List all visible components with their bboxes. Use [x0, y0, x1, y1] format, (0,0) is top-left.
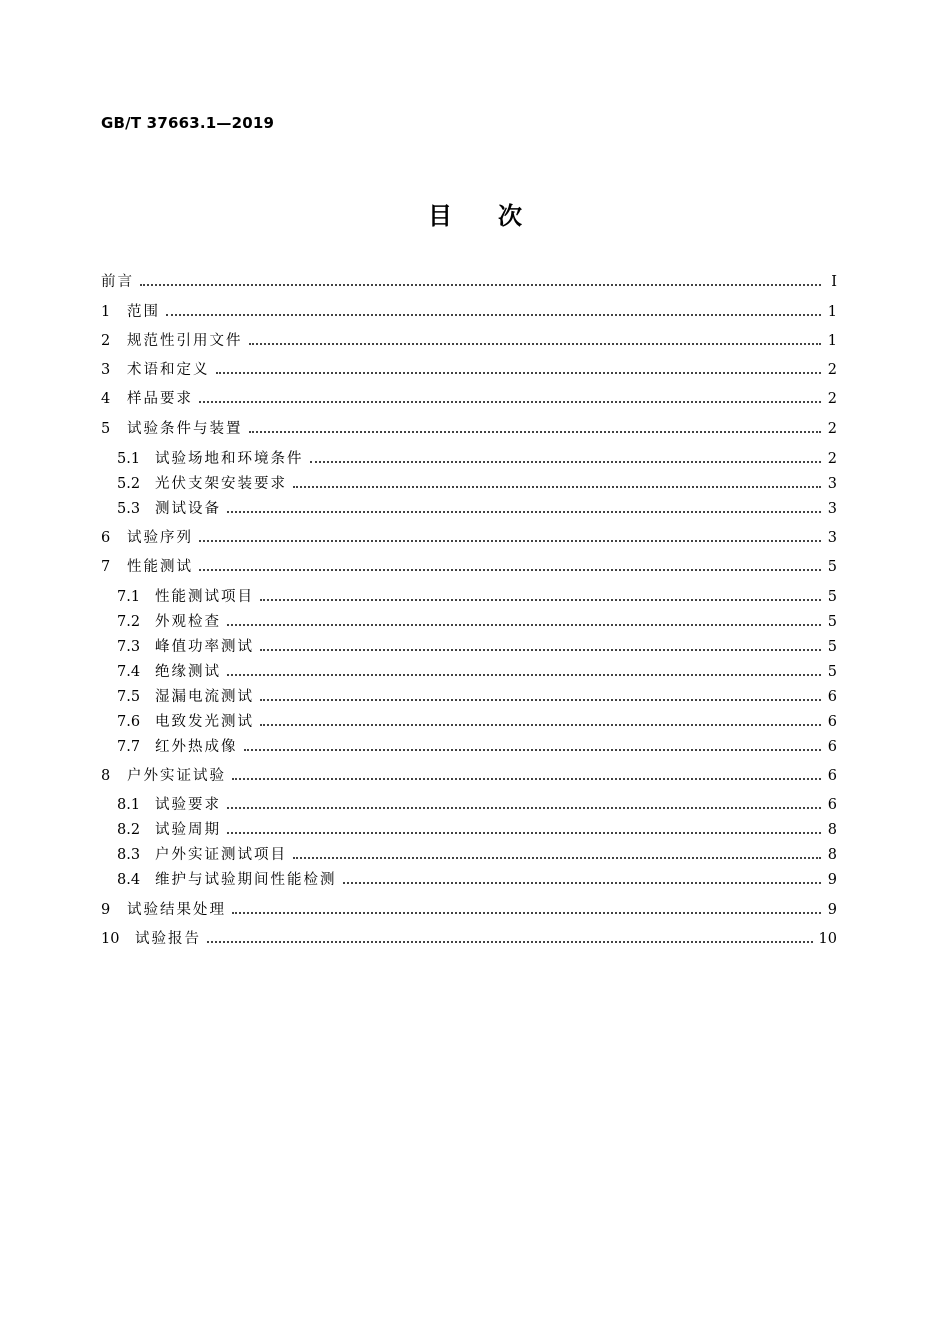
toc-entry-number: 2: [101, 333, 111, 349]
toc-entry[interactable]: [117, 610, 837, 634]
toc-entry-title: 绝缘测试: [155, 664, 221, 680]
toc-entry-title: 峰值功率测试: [155, 639, 254, 655]
toc-entry[interactable]: [101, 387, 837, 411]
toc-entry-number: 10: [101, 931, 120, 947]
toc-entry-title: 试验报告: [135, 931, 201, 947]
toc-dot-leader: [249, 417, 822, 433]
toc-entry-number: 9: [101, 902, 111, 918]
toc-entry-page: 6: [827, 768, 837, 784]
toc-entry[interactable]: [117, 735, 837, 759]
toc-entry[interactable]: [101, 764, 837, 788]
toc-entry-page: 1: [827, 304, 837, 320]
toc-entry-title: 维护与试验期间性能检测: [155, 872, 337, 888]
toc-entry-page: 9: [827, 872, 837, 888]
toc-entry-page: 8: [827, 847, 837, 863]
toc-dot-leader: [216, 358, 822, 374]
toc-entry-number: 1: [101, 304, 111, 320]
toc-entry-title: 试验周期: [155, 822, 221, 838]
toc-entry-page: 3: [827, 501, 837, 517]
toc-dot-leader: [260, 635, 821, 651]
toc-entry-number: 7.2: [117, 614, 141, 630]
toc-dot-leader: [260, 710, 821, 726]
toc-entry-number: 5: [101, 421, 111, 437]
toc-entry[interactable]: [117, 843, 837, 867]
toc-entry-title: 试验条件与装置: [127, 421, 243, 437]
toc-entry-number: 5.3: [117, 501, 141, 517]
toc-dot-leader: [166, 300, 821, 316]
toc-entry-title: 术语和定义: [127, 362, 210, 378]
toc-entry[interactable]: [117, 793, 837, 817]
toc-entry-title: 性能测试: [127, 559, 193, 575]
toc-entry-title: 红外热成像: [155, 739, 238, 755]
toc-entry-title: 户外实证试验: [127, 768, 226, 784]
toc-entry-page: 3: [827, 530, 837, 546]
toc-entry[interactable]: [101, 526, 837, 550]
toc-entry[interactable]: [117, 447, 837, 471]
toc-entry[interactable]: [117, 868, 837, 892]
toc-entry[interactable]: [101, 898, 837, 922]
toc-entry[interactable]: [101, 927, 837, 951]
toc-dot-leader: [244, 735, 822, 751]
toc-dot-leader: [249, 329, 822, 345]
toc-dot-leader: [199, 555, 821, 571]
toc-entry-title: 性能测试项目: [155, 589, 254, 605]
toc-entry-page: 2: [827, 391, 837, 407]
toc-dot-leader: [260, 585, 821, 601]
toc-entry-title: 试验序列: [127, 530, 193, 546]
toc-entry-title: 外观检查: [155, 614, 221, 630]
toc-entry-page: 5: [827, 639, 837, 655]
toc-entry-page: 5: [827, 559, 837, 575]
toc-dot-leader: [232, 898, 821, 914]
toc-entry-page: 6: [827, 739, 837, 755]
toc-dot-leader: [227, 497, 821, 513]
toc-title-char-2: 次: [498, 202, 522, 230]
toc-dot-leader: [227, 610, 821, 626]
toc-entry-title: 电致发光测试: [155, 714, 254, 730]
toc-dot-leader: [227, 660, 821, 676]
toc-title: [0, 196, 950, 231]
toc-entry-page: 2: [827, 421, 837, 437]
toc-dot-leader: [293, 472, 821, 488]
toc-entry-page: 3: [827, 476, 837, 492]
toc-entry-number: 8.4: [117, 872, 141, 888]
toc-entry[interactable]: [117, 685, 837, 709]
toc-entry-title: 范围: [127, 304, 160, 320]
toc-entry-number: 8.1: [117, 797, 141, 813]
toc-entry[interactable]: [101, 417, 837, 441]
toc-entry-number: 7.3: [117, 639, 141, 655]
toc-entry-title: 样品要求: [127, 391, 193, 407]
toc-entry[interactable]: [101, 329, 837, 353]
toc-dot-leader: [260, 685, 821, 701]
toc-entry-number: 7: [101, 559, 111, 575]
toc-entry-number: 3: [101, 362, 111, 378]
toc-entry-number: 8.3: [117, 847, 141, 863]
toc-entry-number: 7.4: [117, 664, 141, 680]
toc-entry-title: 试验场地和环境条件: [155, 451, 304, 467]
toc-entry-number: 7.5: [117, 689, 141, 705]
toc-entry[interactable]: [117, 497, 837, 521]
toc-entry-number: 7.1: [117, 589, 141, 605]
toc-entry-page: 6: [827, 714, 837, 730]
toc-entry[interactable]: [117, 818, 837, 842]
toc-entry-title: 前言: [101, 274, 134, 290]
toc-entry[interactable]: [117, 635, 837, 659]
toc-dot-leader: [199, 526, 821, 542]
toc-entry-title: 试验结果处理: [127, 902, 226, 918]
toc-entry-page: 2: [827, 362, 837, 378]
toc-entry[interactable]: [101, 270, 837, 294]
toc-entry-number: 5.1: [117, 451, 141, 467]
toc-dot-leader: [207, 927, 813, 943]
toc-entry-number: 8: [101, 768, 111, 784]
toc-entry[interactable]: [117, 710, 837, 734]
toc-entry-page: 2: [827, 451, 837, 467]
toc-entry-page: 1: [827, 333, 837, 349]
toc-entry[interactable]: [117, 585, 837, 609]
toc-entry[interactable]: [101, 555, 837, 579]
toc-entry-page: 5: [827, 664, 837, 680]
toc-entry-page: 6: [827, 689, 837, 705]
toc-entry-title: 湿漏电流测试: [155, 689, 254, 705]
toc-entry-page: Ⅰ: [831, 274, 837, 290]
toc-entry-title: 户外实证测试项目: [155, 847, 287, 863]
toc-entry-page: 5: [827, 614, 837, 630]
toc-entry[interactable]: [117, 660, 837, 684]
toc-entry-title: 光伏支架安装要求: [155, 476, 287, 492]
toc-entry[interactable]: [117, 472, 837, 496]
toc-entry-page: 9: [827, 902, 837, 918]
standard-number: GB/T 37663.1—2019: [101, 114, 275, 132]
toc-dot-leader: [343, 868, 822, 884]
toc-entry-page: 8: [827, 822, 837, 838]
toc-entry-number: 7.7: [117, 739, 141, 755]
toc-entry-number: 6: [101, 530, 111, 546]
toc-entry-page: 5: [827, 589, 837, 605]
toc-title-char-1: 目: [428, 202, 452, 230]
toc-entry-title: 测试设备: [155, 501, 221, 517]
toc-dot-leader: [310, 447, 822, 463]
toc-dot-leader: [199, 387, 821, 403]
toc-dot-leader: [227, 793, 821, 809]
toc-entry[interactable]: [101, 300, 837, 324]
toc-entry-number: 4: [101, 391, 111, 407]
toc-entry-number: 7.6: [117, 714, 141, 730]
toc-entry-title: 规范性引用文件: [127, 333, 243, 349]
toc-entry-number: 8.2: [117, 822, 141, 838]
toc-dot-leader: [227, 818, 821, 834]
toc-dot-leader: [140, 270, 821, 286]
toc-dot-leader: [232, 764, 821, 780]
toc-entry[interactable]: [101, 358, 837, 382]
toc-dot-leader: [293, 843, 821, 859]
toc-entry-page: 10: [818, 931, 837, 947]
toc-entry-page: 6: [827, 797, 837, 813]
toc-entry-title: 试验要求: [155, 797, 221, 813]
toc-entry-number: 5.2: [117, 476, 141, 492]
